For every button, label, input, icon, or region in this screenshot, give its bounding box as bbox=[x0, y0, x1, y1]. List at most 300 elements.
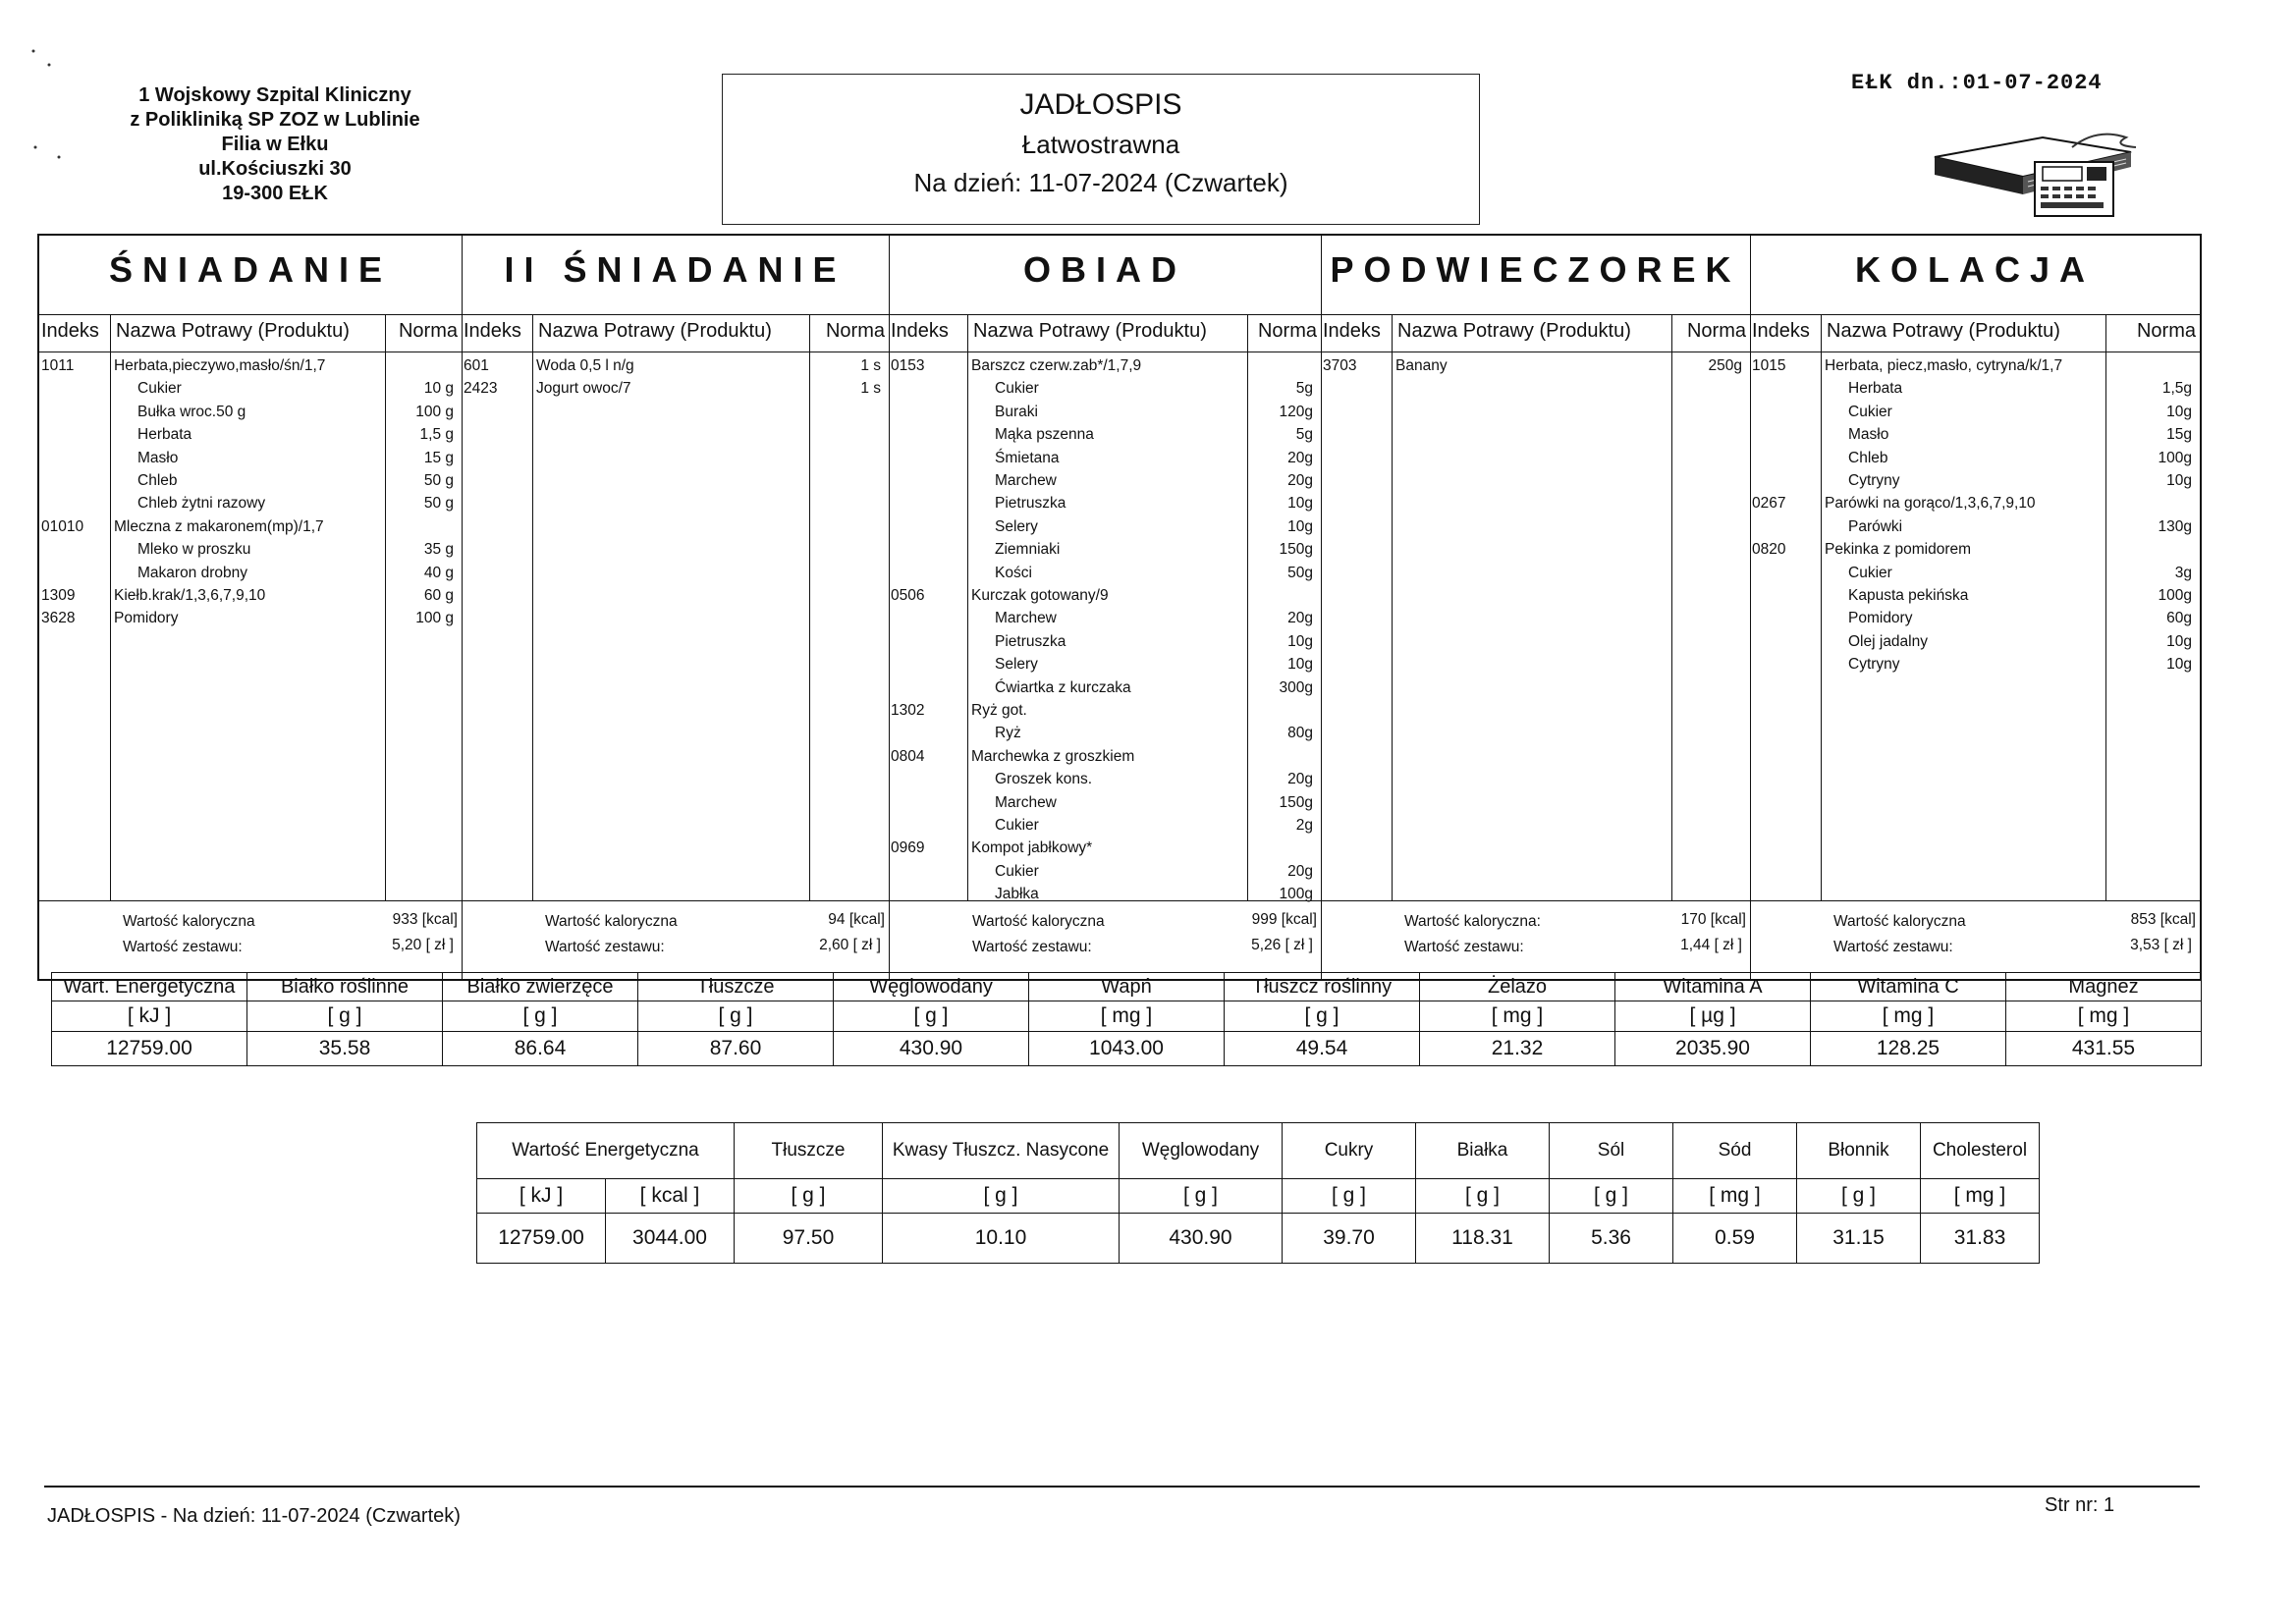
energy-value: 3044.00 bbox=[606, 1214, 735, 1264]
item-norma: 10g bbox=[2166, 403, 2192, 420]
meal-item-row bbox=[889, 565, 1321, 586]
meal-item-row bbox=[39, 404, 462, 425]
item-index: 601 bbox=[464, 357, 489, 374]
item-name: Masło bbox=[137, 449, 179, 466]
energy-label: Wartość Energetyczna bbox=[477, 1123, 735, 1179]
meal-item-row bbox=[889, 472, 1321, 494]
meal-item-row bbox=[39, 565, 462, 586]
item-name: Marchew bbox=[995, 793, 1057, 811]
item-norma: 1 s bbox=[860, 380, 881, 398]
nutrient-unit: [ g ] bbox=[638, 1001, 834, 1032]
meal-item-row bbox=[1750, 357, 2200, 379]
item-name: Cukier bbox=[1848, 403, 1892, 420]
item-norma: 5g bbox=[1295, 380, 1313, 398]
item-name: Ryż got. bbox=[971, 702, 1027, 719]
cost-value: 5,26 [ zł ] bbox=[1251, 937, 1313, 953]
item-name: Parówki bbox=[1848, 517, 1903, 535]
kcal-label: Wartość kaloryczna bbox=[972, 913, 1105, 930]
nutrient-name: Wapń bbox=[1029, 973, 1225, 1001]
book-calculator-icon bbox=[1925, 118, 2151, 226]
item-name: Pietruszka bbox=[995, 632, 1066, 650]
nutrient-unit: [ g ] bbox=[1225, 1001, 1420, 1032]
item-norma: 20g bbox=[1287, 610, 1313, 627]
item-norma: 50g bbox=[1287, 564, 1313, 581]
nutrient-name: Białko zwierzęce bbox=[443, 973, 638, 1001]
menu-date: Na dzień: 11-07-2024 (Czwartek) bbox=[913, 168, 1288, 197]
cost-value: 2,60 [ zł ] bbox=[819, 937, 881, 953]
item-name: Buraki bbox=[995, 403, 1038, 420]
item-name: Pietruszka bbox=[995, 495, 1066, 513]
nutrition-name: Cukry bbox=[1283, 1123, 1416, 1179]
item-name: Ryż bbox=[995, 725, 1021, 742]
meal-item-row bbox=[1750, 587, 2200, 609]
nutrition-value: 39.70 bbox=[1283, 1214, 1416, 1264]
item-name: Marchew bbox=[995, 610, 1057, 627]
item-name: Chleb żytni razowy bbox=[137, 495, 266, 513]
page-title: JADŁOSPIS bbox=[1019, 88, 1182, 121]
meal-item-row bbox=[889, 679, 1321, 701]
item-norma: 5g bbox=[1295, 426, 1313, 444]
item-index: 01010 bbox=[41, 517, 84, 535]
item-name: Cukier bbox=[995, 380, 1039, 398]
meal-grid bbox=[37, 234, 2202, 981]
item-norma: 50 g bbox=[423, 495, 454, 513]
item-name: Herbata bbox=[1848, 380, 1903, 398]
nutrient-value: 49.54 bbox=[1225, 1032, 1420, 1066]
cost-label: Wartość zestawu: bbox=[972, 939, 1092, 955]
header-nazwa: Nazwa Potrawy (Produktu) bbox=[1397, 320, 1631, 342]
item-norma: 100 g bbox=[415, 403, 454, 420]
meal-item-row bbox=[39, 587, 462, 609]
nutrient-unit: [ kJ ] bbox=[52, 1001, 247, 1032]
cost-label: Wartość zestawu: bbox=[1404, 939, 1524, 955]
kcal-value: 933 [kcal] bbox=[392, 911, 458, 928]
item-name: Parówki na gorąco/1,3,6,7,9,10 bbox=[1825, 495, 2036, 513]
item-norma: 10g bbox=[2166, 656, 2192, 674]
nutrition-unit: [ g ] bbox=[1416, 1179, 1550, 1214]
title-box bbox=[722, 74, 1480, 225]
meal-item-row bbox=[39, 495, 462, 516]
nutrition-unit: [ g ] bbox=[883, 1179, 1120, 1214]
header-norma: Norma bbox=[1257, 320, 1317, 342]
item-norma: 20g bbox=[1287, 771, 1313, 788]
item-norma: 10g bbox=[1287, 632, 1313, 650]
nutrient-value: 431.55 bbox=[2006, 1032, 2202, 1066]
column-headers bbox=[462, 314, 889, 352]
nutrient-name: Tłuszcze bbox=[638, 973, 834, 1001]
meal-item-row bbox=[889, 817, 1321, 839]
item-norma: 60 g bbox=[423, 587, 454, 604]
nutrient-value: 87.60 bbox=[638, 1032, 834, 1066]
hospital-line: 1 Wojskowy Szpital Kliniczny bbox=[138, 84, 411, 106]
item-name: Bułka wroc.50 g bbox=[137, 403, 246, 420]
item-name: Makaron drobny bbox=[137, 564, 248, 581]
nutrient-unit: [ g ] bbox=[443, 1001, 638, 1032]
meal-item-row bbox=[889, 610, 1321, 631]
meal-summary bbox=[889, 900, 1321, 980]
item-name: Selery bbox=[995, 517, 1038, 535]
item-name: Pekinka z pomidorem bbox=[1825, 541, 1972, 559]
item-norma: 150g bbox=[1279, 793, 1313, 811]
nutrient-name: Żelazo bbox=[1420, 973, 1615, 1001]
item-norma: 1,5g bbox=[2161, 380, 2192, 398]
nutrition-name: Węglowodany bbox=[1120, 1123, 1283, 1179]
nutrient-unit: [ mg ] bbox=[1811, 1001, 2006, 1032]
nutrient-value: 21.32 bbox=[1420, 1032, 1615, 1066]
meal-item-row bbox=[462, 357, 889, 379]
header-nazwa: Nazwa Potrawy (Produktu) bbox=[1827, 320, 2060, 342]
nutrition-value: 0.59 bbox=[1673, 1214, 1797, 1264]
nutrition-name: Sól bbox=[1550, 1123, 1673, 1179]
nutrition-name: Cholesterol bbox=[1921, 1123, 2040, 1179]
item-name: Woda 0,5 l n/g bbox=[536, 357, 634, 374]
meal-item-row bbox=[889, 450, 1321, 471]
item-norma: 1 s bbox=[860, 357, 881, 374]
item-name: Groszek kons. bbox=[995, 771, 1093, 788]
nutrient-name: Białko roślinne bbox=[247, 973, 443, 1001]
item-norma: 40 g bbox=[423, 564, 454, 581]
header-norma: Norma bbox=[825, 320, 885, 342]
column-headers bbox=[1321, 314, 1750, 352]
energy-value: 12759.00 bbox=[477, 1214, 606, 1264]
item-name: Mleko w proszku bbox=[137, 541, 251, 559]
item-norma: 10g bbox=[2166, 472, 2192, 489]
nutrition-unit: [ g ] bbox=[1797, 1179, 1921, 1214]
item-name: Chleb bbox=[137, 472, 178, 489]
meal-item-row bbox=[889, 771, 1321, 792]
meal-item-row bbox=[1750, 541, 2200, 563]
item-name: Mąka pszenna bbox=[995, 426, 1094, 444]
meal-item-row bbox=[889, 587, 1321, 609]
item-norma: 20g bbox=[1287, 472, 1313, 489]
item-name: Cukier bbox=[995, 817, 1039, 834]
item-norma: 3g bbox=[2174, 564, 2192, 581]
header-norma: Norma bbox=[2136, 320, 2196, 342]
meal-item-row bbox=[1750, 565, 2200, 586]
nutrient-name: Witamina C bbox=[1811, 973, 2006, 1001]
item-norma: 15 g bbox=[423, 449, 454, 466]
scan-marks bbox=[29, 47, 69, 165]
item-name: Cukier bbox=[1848, 564, 1892, 581]
item-index: 0153 bbox=[891, 357, 925, 374]
nutrient-name: Witamina A bbox=[1615, 973, 1811, 1001]
kcal-value: 853 [kcal] bbox=[2130, 911, 2196, 928]
header-indeks: Indeks bbox=[41, 320, 99, 342]
kcal-label: Wartość kaloryczna bbox=[545, 913, 678, 930]
energy-unit: [ kJ ] bbox=[477, 1179, 606, 1214]
meal-item-row bbox=[889, 748, 1321, 770]
nutrient-summary-table bbox=[51, 972, 2202, 1066]
meal-title: PODWIECZOREK bbox=[1321, 236, 1750, 315]
item-name: Olej jadalny bbox=[1848, 632, 1928, 650]
item-norma: 15g bbox=[2166, 426, 2192, 444]
issue-date: EŁK dn.:01-07-2024 bbox=[1851, 71, 2103, 95]
kcal-label: Wartość kaloryczna bbox=[1833, 913, 1966, 930]
meal-column bbox=[39, 236, 463, 979]
item-index: 1015 bbox=[1752, 357, 1786, 374]
item-index: 1011 bbox=[41, 357, 75, 374]
meal-item-row bbox=[1750, 495, 2200, 516]
nutrition-name: Tłuszcze bbox=[735, 1123, 883, 1179]
nutrition-unit-row bbox=[477, 1179, 2040, 1214]
item-name: Banany bbox=[1395, 357, 1448, 374]
nutrition-unit: [ mg ] bbox=[1921, 1179, 2040, 1214]
header-norma: Norma bbox=[1686, 320, 1746, 342]
meal-item-row bbox=[1321, 357, 1750, 379]
nutrition-name: Białka bbox=[1416, 1123, 1550, 1179]
item-name: Herbata, piecz,masło, cytryna/k/1,7 bbox=[1825, 357, 2063, 374]
meal-title: OBIAD bbox=[889, 236, 1321, 315]
meal-items bbox=[1750, 353, 2200, 898]
cost-value: 3,53 [ zł ] bbox=[2130, 937, 2192, 953]
meal-column bbox=[1321, 236, 1751, 979]
nutrient-unit: [ mg ] bbox=[2006, 1001, 2202, 1032]
item-name: Kości bbox=[995, 564, 1032, 581]
kcal-value: 94 [kcal] bbox=[828, 911, 885, 928]
item-name: Ziemniaki bbox=[995, 541, 1061, 559]
meal-column bbox=[462, 236, 890, 979]
meal-items bbox=[39, 353, 462, 898]
nutrient-value: 86.64 bbox=[443, 1032, 638, 1066]
item-name: Cytryny bbox=[1848, 656, 1900, 674]
nutrient-value: 128.25 bbox=[1811, 1032, 2006, 1066]
meal-item-row bbox=[889, 380, 1321, 402]
nutrient-unit: [ mg ] bbox=[1420, 1001, 1615, 1032]
hospital-line: 19-300 EŁK bbox=[222, 183, 328, 204]
item-name: Masło bbox=[1848, 426, 1889, 444]
meal-item-row bbox=[1750, 518, 2200, 540]
item-norma: 80g bbox=[1287, 725, 1313, 742]
item-norma: 50 g bbox=[423, 472, 454, 489]
nutrition-value: 430.90 bbox=[1120, 1214, 1283, 1264]
nutrition-name: Sód bbox=[1673, 1123, 1797, 1179]
meal-title: ŚNIADANIE bbox=[39, 236, 462, 315]
item-name: Herbata bbox=[137, 426, 192, 444]
meal-item-row bbox=[39, 541, 462, 563]
item-name: Jabłka bbox=[995, 886, 1039, 903]
item-name: Herbata,pieczywo,masło/śn/1,7 bbox=[114, 357, 326, 374]
item-norma: 10g bbox=[1287, 495, 1313, 513]
kcal-label: Wartość kaloryczna bbox=[123, 913, 255, 930]
meal-item-row bbox=[889, 541, 1321, 563]
item-name: Śmietana bbox=[995, 449, 1060, 466]
meal-item-row bbox=[889, 404, 1321, 425]
item-name: Kurczak gotowany/9 bbox=[971, 587, 1109, 604]
hospital-line: Filia w Ełku bbox=[221, 134, 329, 155]
nutrient-row bbox=[52, 1032, 2202, 1066]
header-nazwa: Nazwa Potrawy (Produktu) bbox=[538, 320, 772, 342]
item-norma: 10g bbox=[1287, 656, 1313, 674]
header-nazwa: Nazwa Potrawy (Produktu) bbox=[973, 320, 1207, 342]
item-norma: 2g bbox=[1295, 817, 1313, 834]
meal-item-row bbox=[889, 656, 1321, 677]
meal-column bbox=[889, 236, 1322, 979]
nutrient-name: Tłuszcz roślinny bbox=[1225, 973, 1420, 1001]
item-index: 1302 bbox=[891, 702, 925, 719]
item-name: Kapusta pekińska bbox=[1848, 587, 1969, 604]
column-headers bbox=[889, 314, 1321, 352]
nutrient-unit: [ mg ] bbox=[1029, 1001, 1225, 1032]
meal-column bbox=[1750, 236, 2200, 979]
item-name: Marchewka z groszkiem bbox=[971, 747, 1135, 765]
meal-item-row bbox=[1750, 656, 2200, 677]
diet-name: Łatwostrawna bbox=[1021, 130, 1180, 159]
item-index: 1309 bbox=[41, 587, 76, 604]
meal-item-row bbox=[39, 426, 462, 448]
item-name: Chleb bbox=[1848, 449, 1888, 466]
nutrient-value: 1043.00 bbox=[1029, 1032, 1225, 1066]
meal-items bbox=[889, 353, 1321, 903]
cost-label: Wartość zestawu: bbox=[123, 939, 243, 955]
meal-item-row bbox=[39, 380, 462, 402]
cost-value: 1,44 [ zł ] bbox=[1680, 937, 1742, 953]
item-name: Barszcz czerw.zab*/1,7,9 bbox=[971, 357, 1142, 374]
page-number: Str nr: 1 bbox=[2045, 1494, 2115, 1516]
item-name: Marchew bbox=[995, 472, 1057, 489]
nutrient-name: Magnez bbox=[2006, 973, 2202, 1001]
nutrition-unit: [ g ] bbox=[1283, 1179, 1416, 1214]
item-norma: 35 g bbox=[423, 541, 454, 559]
meal-item-row bbox=[1750, 404, 2200, 425]
nutrition-value: 31.15 bbox=[1797, 1214, 1921, 1264]
meal-item-row bbox=[889, 702, 1321, 724]
meal-summary bbox=[462, 900, 889, 980]
cost-label: Wartość zestawu: bbox=[1833, 939, 1953, 955]
meal-items bbox=[1321, 353, 1750, 898]
meal-item-row bbox=[889, 839, 1321, 861]
item-index: 0804 bbox=[891, 747, 925, 765]
nutrition-name: Kwasy Tłuszcz. Nasycone bbox=[883, 1123, 1120, 1179]
nutrient-row bbox=[52, 973, 2202, 1001]
header-indeks: Indeks bbox=[1752, 320, 1810, 342]
nutrition-header-row bbox=[477, 1123, 2040, 1179]
nutrition-value-row bbox=[477, 1214, 2040, 1264]
nutrient-value: 35.58 bbox=[247, 1032, 443, 1066]
item-norma: 120g bbox=[1279, 403, 1313, 420]
nutrient-value: 12759.00 bbox=[52, 1032, 247, 1066]
nutrition-name: Błonnik bbox=[1797, 1123, 1921, 1179]
meal-item-row bbox=[889, 863, 1321, 885]
energy-unit: [ kcal ] bbox=[606, 1179, 735, 1214]
item-index: 3703 bbox=[1323, 357, 1357, 374]
nutrient-row bbox=[52, 1001, 2202, 1032]
item-name: Cytryny bbox=[1848, 472, 1900, 489]
nutrition-unit: [ mg ] bbox=[1673, 1179, 1797, 1214]
nutrient-name: Wart. Energetyczna bbox=[52, 973, 247, 1001]
meal-title: II ŚNIADANIE bbox=[462, 236, 889, 315]
item-index: 2423 bbox=[464, 380, 498, 398]
header-norma: Norma bbox=[398, 320, 458, 342]
meal-items bbox=[462, 353, 889, 898]
item-index: 0969 bbox=[891, 839, 925, 857]
item-index: 3628 bbox=[41, 610, 76, 627]
item-name: Kompot jabłkowy* bbox=[971, 839, 1093, 857]
nutrient-unit: [ g ] bbox=[834, 1001, 1029, 1032]
footer-divider bbox=[44, 1486, 2200, 1488]
nutrient-value: 2035.90 bbox=[1615, 1032, 1811, 1066]
item-norma: 100g bbox=[2158, 587, 2192, 604]
hospital-address bbox=[93, 83, 457, 206]
kcal-label: Wartość kaloryczna: bbox=[1404, 913, 1541, 930]
item-norma: 150g bbox=[1279, 541, 1313, 559]
meal-item-row bbox=[1750, 380, 2200, 402]
item-norma: 100 g bbox=[415, 610, 454, 627]
item-norma: 100g bbox=[1279, 886, 1313, 903]
header-nazwa: Nazwa Potrawy (Produktu) bbox=[116, 320, 350, 342]
item-name: Jogurt owoc/7 bbox=[536, 380, 631, 398]
item-norma: 10g bbox=[1287, 517, 1313, 535]
nutrient-unit: [ µg ] bbox=[1615, 1001, 1811, 1032]
nutrient-value: 430.90 bbox=[834, 1032, 1029, 1066]
nutrition-value: 118.31 bbox=[1416, 1214, 1550, 1264]
kcal-value: 170 [kcal] bbox=[1680, 911, 1746, 928]
item-index: 0506 bbox=[891, 587, 925, 604]
nutrition-unit: [ g ] bbox=[1550, 1179, 1673, 1214]
nutrient-name: Węglowodany bbox=[834, 973, 1029, 1001]
cost-value: 5,20 [ zł ] bbox=[392, 937, 454, 953]
meal-item-row bbox=[39, 357, 462, 379]
meal-item-row bbox=[1750, 472, 2200, 494]
item-name: Mleczna z makaronem(mp)/1,7 bbox=[114, 517, 324, 535]
meal-item-row bbox=[889, 518, 1321, 540]
hospital-line: ul.Kościuszki 30 bbox=[198, 158, 352, 180]
footer-title: JADŁOSPIS - Na dzień: 11-07-2024 (Czwartek) bbox=[47, 1505, 461, 1527]
column-headers bbox=[39, 314, 462, 352]
cost-label: Wartość zestawu: bbox=[545, 939, 665, 955]
item-norma: 10 g bbox=[423, 380, 454, 398]
item-norma: 250g bbox=[1708, 357, 1742, 374]
item-name: Cukier bbox=[137, 380, 182, 398]
item-name: Selery bbox=[995, 656, 1038, 674]
meal-summary bbox=[1750, 900, 2200, 980]
item-index: 0267 bbox=[1752, 495, 1786, 513]
meal-title: KOLACJA bbox=[1750, 236, 2200, 315]
meal-item-row bbox=[1750, 450, 2200, 471]
nutrition-unit: [ g ] bbox=[735, 1179, 883, 1214]
item-norma: 60g bbox=[2166, 610, 2192, 627]
column-headers bbox=[1750, 314, 2200, 352]
item-norma: 20g bbox=[1287, 862, 1313, 880]
item-index: 0820 bbox=[1752, 541, 1786, 559]
meal-item-row bbox=[889, 725, 1321, 746]
nutrition-value: 31.83 bbox=[1921, 1214, 2040, 1264]
item-norma: 100g bbox=[2158, 449, 2192, 466]
nutrient-unit: [ g ] bbox=[247, 1001, 443, 1032]
meal-item-row bbox=[889, 495, 1321, 516]
header-indeks: Indeks bbox=[891, 320, 949, 342]
item-norma: 10g bbox=[2166, 632, 2192, 650]
nutrition-unit: [ g ] bbox=[1120, 1179, 1283, 1214]
meal-item-row bbox=[889, 357, 1321, 379]
item-norma: 1,5 g bbox=[419, 426, 454, 444]
item-name: Kiełb.krak/1,3,6,7,9,10 bbox=[114, 587, 266, 604]
meal-item-row bbox=[462, 380, 889, 402]
meal-item-row bbox=[39, 450, 462, 471]
kcal-value: 999 [kcal] bbox=[1251, 911, 1317, 928]
meal-item-row bbox=[39, 610, 462, 631]
meal-item-row bbox=[889, 633, 1321, 655]
meal-item-row bbox=[1750, 426, 2200, 448]
meal-item-row bbox=[1750, 633, 2200, 655]
meal-item-row bbox=[889, 426, 1321, 448]
nutrition-value: 10.10 bbox=[883, 1214, 1120, 1264]
hospital-line: z Polikliniką SP ZOZ w Lublinie bbox=[130, 109, 420, 131]
item-name: Ćwiartka z kurczaka bbox=[995, 678, 1131, 696]
item-name: Cukier bbox=[995, 862, 1039, 880]
meal-summary bbox=[39, 900, 462, 980]
item-norma: 130g bbox=[2158, 517, 2192, 535]
meal-item-row bbox=[1750, 610, 2200, 631]
